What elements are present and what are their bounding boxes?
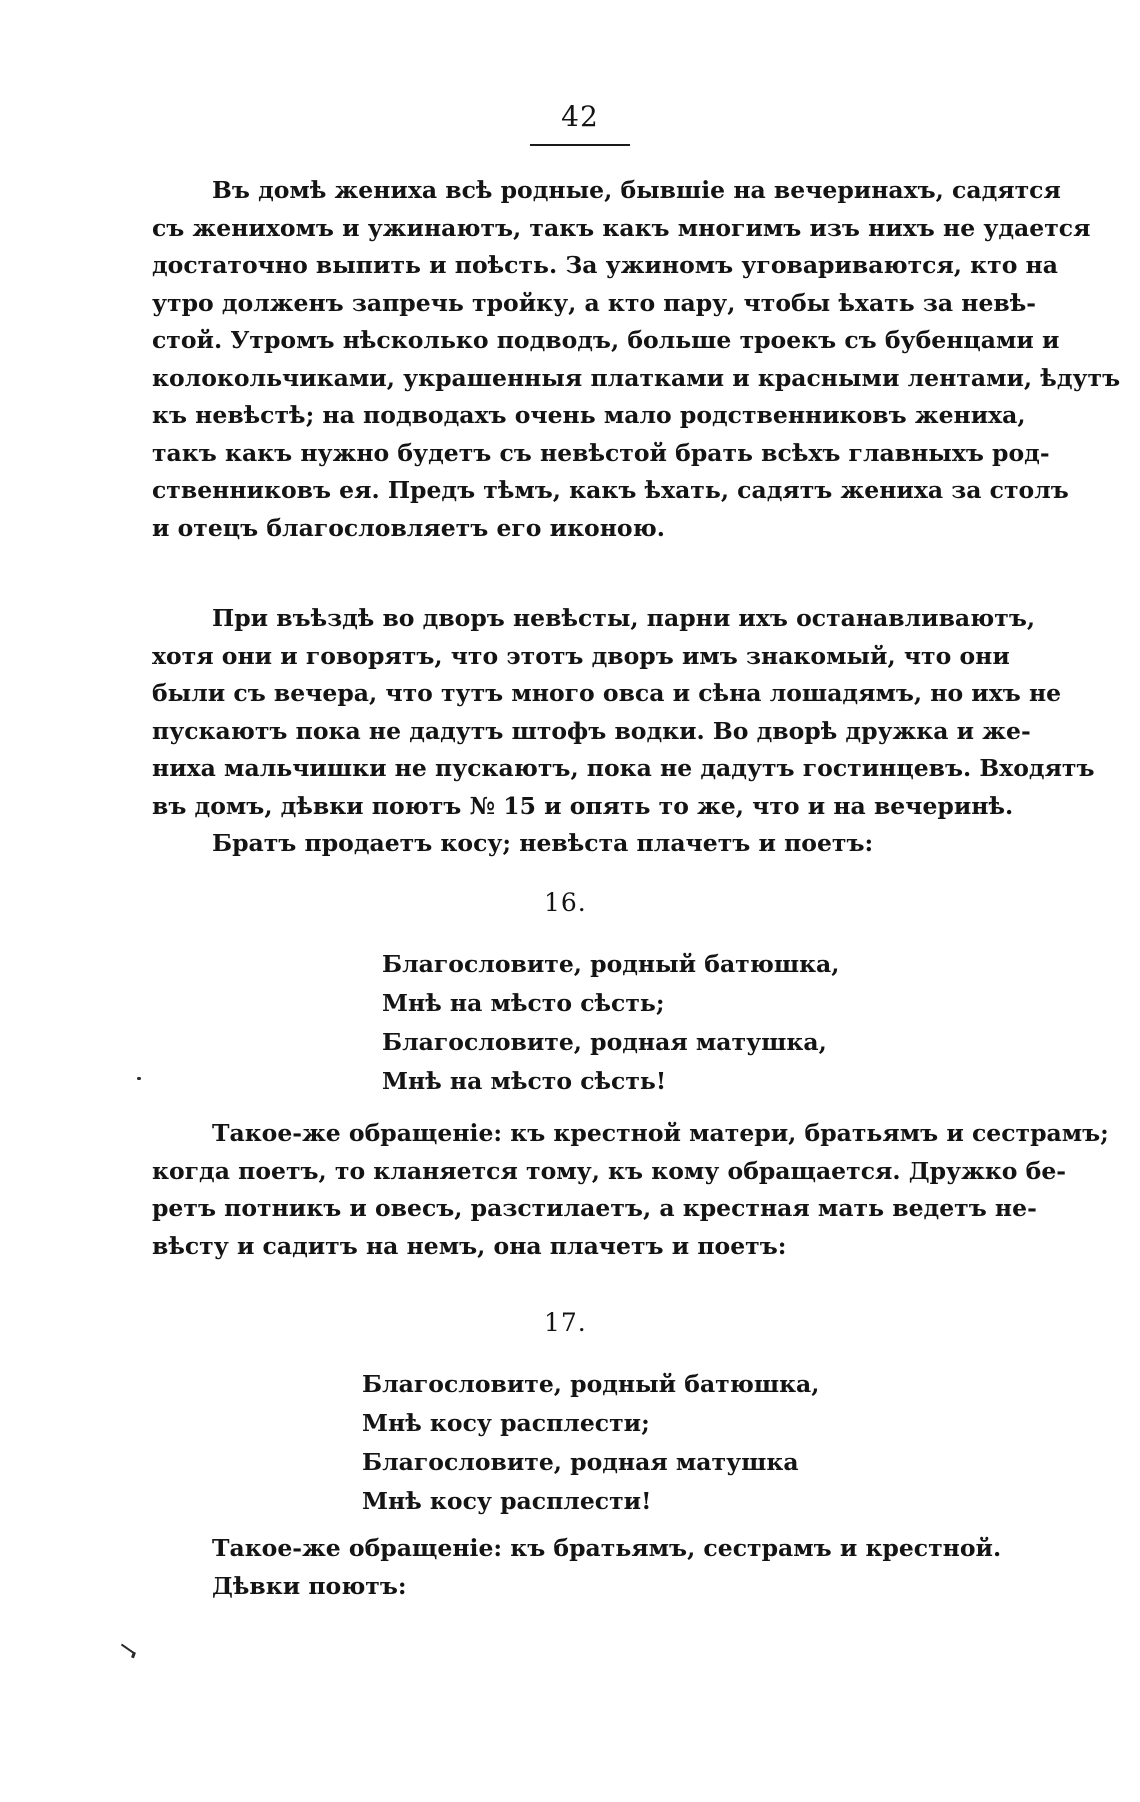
text-line: колокольчиками, украшенныя платками и красными лентами, ѣдутъ xyxy=(152,363,1121,392)
text-line: стой. Утромъ нѣсколько подводъ, больше троекъ съ бубенцами и xyxy=(152,326,1060,354)
song-verse-16 xyxy=(382,945,839,1101)
song-verse-17 xyxy=(362,1365,819,1521)
text-line: съ женихомъ и ужинаютъ, такъ какъ многимъ изъ нихъ не удается xyxy=(152,213,1091,242)
text-line: пускаютъ пока не дадутъ штофъ водки. Во дворѣ дружка и же- xyxy=(152,716,1031,745)
page-number-rule xyxy=(530,144,630,146)
verse-line: Мнѣ на мѣсто сѣсть; xyxy=(382,989,665,1017)
page-number: 42 xyxy=(561,100,599,133)
verse-line: Благословите, родный батюшка, xyxy=(362,1370,820,1398)
verse-line: Благословите, родная матушка xyxy=(362,1448,799,1476)
text-line: При въѣздѣ во дворъ невѣсты, парни ихъ останавливаютъ, xyxy=(212,604,1036,632)
text-line: къ невѣстѣ; на подводахъ очень мало родственниковъ жениха, xyxy=(152,401,1026,429)
paragraph-godmother-address xyxy=(152,1115,1109,1265)
text-line: когда поетъ, то кланяется тому, къ кому обращается. Дружко бе- xyxy=(152,1156,1067,1185)
verse-line: Благословите, родная матушка, xyxy=(382,1028,827,1056)
text-line: вѣсту и садитъ на немъ, она плачетъ и поетъ: xyxy=(152,1231,787,1260)
text-line: были съ вечера, что тутъ много овса и сѣна лошадямъ, но ихъ не xyxy=(152,679,1062,707)
verse-line: Мнѣ на мѣсто сѣсть! xyxy=(382,1067,667,1095)
paragraph-bride-courtyard xyxy=(152,600,1095,863)
text-line: ретъ потникъ и овесъ, разстилаетъ, а крестная мать ведетъ не- xyxy=(152,1194,1037,1222)
text-line: утро долженъ запречь тройку, а кто пару, чтобы ѣхать за невѣ- xyxy=(152,288,1037,317)
text-line: достаточно выпить и поѣсть. За ужиномъ уговариваются, кто на xyxy=(152,251,1058,279)
song-number-17: 17. xyxy=(544,1308,587,1337)
verse-line: Мнѣ косу расплести! xyxy=(362,1487,652,1515)
text-line: такъ какъ нужно будетъ съ невѣстой брать всѣхъ главныхъ род- xyxy=(152,438,1050,467)
text-line: Братъ продаетъ косу; невѣста плачетъ и поетъ: xyxy=(212,829,874,857)
text-line: Такое-же обращеніе: къ братьямъ, сестрамъ и крестной. xyxy=(212,1534,1002,1562)
text-line: ственниковъ ея. Предъ тѣмъ, какъ ѣхать, садятъ жениха за столъ xyxy=(152,476,1069,504)
text-line: Въ домѣ жениха всѣ родные, бывшіе на вечеринахъ, садятся xyxy=(212,176,1061,204)
scan-speck xyxy=(137,1077,141,1080)
scan-speck xyxy=(131,1652,136,1659)
text-line: Дѣвки поютъ: xyxy=(212,1571,407,1600)
verse-line: Мнѣ косу расплести; xyxy=(362,1409,650,1437)
verse-line: Благословите, родный батюшка, xyxy=(382,950,840,978)
text-line: Такое-же обращеніе: къ крестной матери, братьямъ и сестрамъ; xyxy=(212,1119,1109,1147)
paragraph-closing xyxy=(152,1530,1002,1605)
song-number-16: 16. xyxy=(544,888,587,917)
paragraph-wedding-supper xyxy=(152,172,1121,547)
text-line: и отецъ благословляетъ его иконою. xyxy=(152,513,665,542)
text-line: хотя они и говорятъ, что этотъ дворъ имъ знакомый, что они xyxy=(152,641,1010,670)
text-line: ниха мальчишки не пускаютъ, пока не дадутъ гостинцевъ. Входятъ xyxy=(152,754,1095,782)
text-line: въ домъ, дѣвки поютъ № 15 и опять то же, что и на вечеринѣ. xyxy=(152,791,1014,820)
